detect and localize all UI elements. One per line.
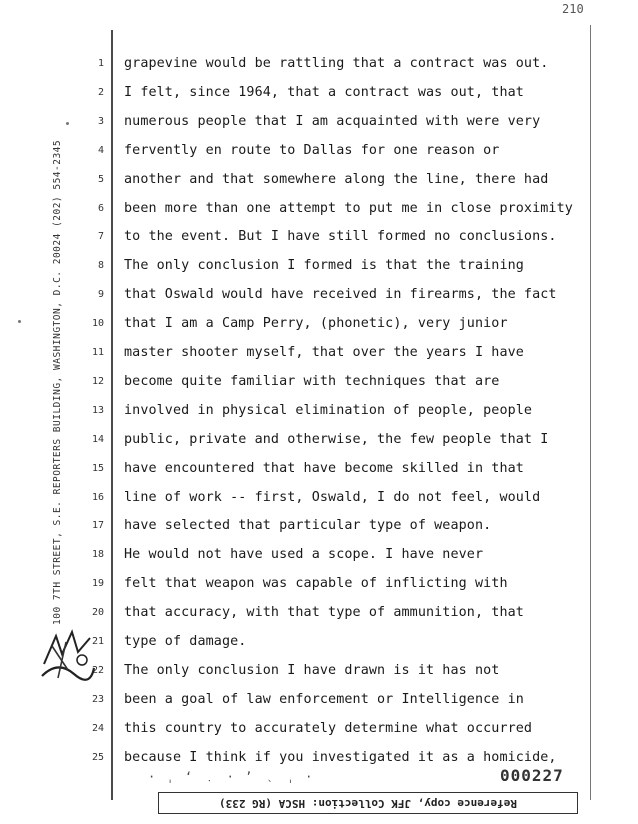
left-margin-rule: [111, 30, 113, 800]
transcript-line: that I am a Camp Perry, (phonetic), very junior: [124, 316, 508, 332]
transcript-line: master shooter myself, that over the years I have: [124, 345, 524, 360]
transcript-line: line of work -- first, Oswald, I do not feel, would: [124, 489, 541, 505]
transcript-line: that accuracy, with that type of ammunition, that: [124, 605, 524, 621]
line-number: 2: [97, 86, 104, 98]
line-number: 14: [91, 433, 104, 445]
line-number: 17: [91, 520, 104, 532]
scan-speck: [66, 122, 69, 125]
line-number: 20: [91, 607, 104, 619]
transcript-line: felt that weapon was capable of inflicting with: [124, 576, 508, 592]
transcript-line: been a goal of law enforcement or Intelligence in: [124, 691, 524, 707]
line-number: 21: [91, 636, 104, 647]
line-number: 1: [97, 58, 104, 69]
scan-speck: [18, 320, 21, 323]
line-number: 24: [91, 722, 104, 734]
reference-stamp: Reference copy, JFK Collection: HSCA (RG 233): [158, 792, 578, 814]
transcript-line: The only conclusion I have drawn is it has not: [124, 662, 500, 678]
line-number: 11: [91, 347, 104, 358]
line-number: 22: [91, 664, 104, 676]
line-number: 10: [91, 318, 104, 330]
document-id: 000227: [500, 766, 564, 785]
line-number: 18: [91, 549, 104, 561]
line-number: 5: [97, 173, 104, 185]
transcript-line: have selected that particular type of weapon.: [124, 518, 492, 534]
line-number: 7: [97, 231, 104, 243]
transcript-line: this country to accurately determine what occurred: [124, 720, 533, 736]
transcript-line: type of damage.: [124, 634, 247, 649]
transcript-line: because I think if you investigated it as a homicide,: [124, 749, 557, 765]
line-number: 6: [97, 202, 104, 214]
transcript-line: that Oswald would have received in firearms, the fact: [124, 287, 557, 303]
line-number: 9: [97, 289, 104, 301]
transcript-line: been more than one attempt to put me in close proximity: [124, 200, 573, 216]
handwritten-mark-icon: [38, 624, 96, 684]
reporter-address: 100 7TH STREET, S.E. REPORTERS BUILDING, WASHINGTON, D.C. 20024 (202) 554-2345: [52, 139, 63, 625]
transcript-line: I felt, since 1964, that a contract was out, that: [124, 84, 524, 100]
line-number: 12: [91, 375, 104, 387]
transcript-line: become quite familiar with techniques that are: [124, 373, 500, 389]
transcript-line: The only conclusion I formed is that the training: [124, 258, 524, 274]
transcript-line: fervently en route to Dallas for one reason or: [124, 142, 500, 158]
page-number: 210: [562, 2, 584, 16]
line-number: 8: [97, 260, 104, 272]
transcript-line: to the event. But I have still formed no conclusions.: [124, 229, 557, 245]
transcript-line: He would not have used a scope. I have never: [124, 547, 484, 563]
line-number: 25: [91, 751, 104, 763]
transcript-line: another and that somewhere along the line, there had: [124, 171, 549, 187]
line-number: 16: [91, 491, 104, 503]
line-number: 13: [91, 404, 104, 416]
transcript-line: involved in physical elimination of people, people: [124, 402, 533, 418]
line-number: 19: [91, 578, 104, 590]
line-number: 3: [97, 115, 104, 127]
transcript-line: grapevine would be rattling that a contract was out.: [124, 56, 549, 71]
scan-noise: · ˌ ʻ ﹒ · ʼ ﹑ ˌ ·: [148, 770, 315, 784]
line-number: 4: [97, 144, 104, 156]
line-number: 23: [91, 693, 104, 705]
transcript-line: numerous people that I am acquainted with were very: [124, 113, 541, 129]
transcript-line: have encountered that have become skilled in that: [124, 460, 524, 476]
right-margin-rule: [590, 25, 591, 800]
transcript-line: public, private and otherwise, the few people that I: [124, 431, 549, 447]
line-number: 15: [91, 462, 104, 474]
